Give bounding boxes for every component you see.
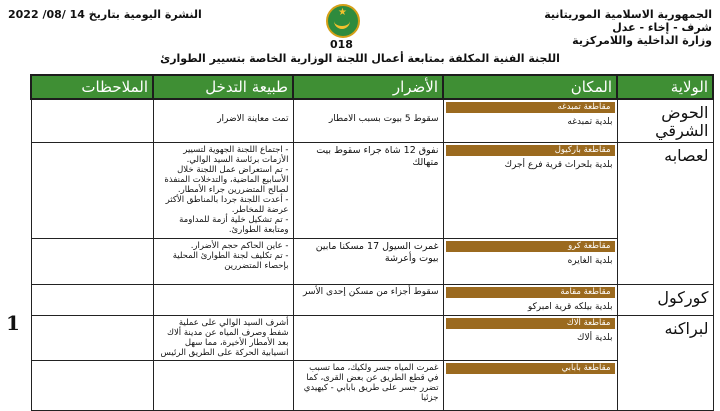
- col-header-damage: الأضرار: [293, 75, 443, 99]
- moughataa-label: مقاطعة باركيول: [446, 145, 615, 156]
- damage-cell: سقوط 5 بيوت بسبب الامطار: [293, 99, 443, 143]
- intervention-cell: تمت معاينة الاضرار: [153, 99, 293, 143]
- intervention-line: - تم تشكيل خلية أزمة للمداومة ومتابعة الطوارئ.: [179, 215, 289, 235]
- intervention-line: - عاين الحاكم حجم الأضرار.: [190, 241, 289, 251]
- place-cell: [443, 143, 617, 239]
- intervention-cell: [153, 285, 293, 316]
- intervention-cell: أشرف السيد الوالي على عملية شفط وصرف المياه عن مدينة ألاك بعد الأمطار الأخيرة، مما سهل انسيابية الحركة على الطريق الرئيس: [153, 316, 293, 361]
- bulletin-date: النشرة اليومية بتاريخ 14 /08/ 2022: [8, 8, 202, 21]
- col-header-intervention: طبيعة التدخل: [153, 75, 293, 99]
- moughataa-label: مقاطعة ألاك: [446, 318, 615, 329]
- intervention-line: - تم تكليف لجنة الطوارئ المحلية بإحصاء المتضررين: [172, 251, 289, 271]
- col-header-place: المكان: [443, 75, 617, 99]
- table-row: [31, 316, 713, 361]
- place-name: بلدية بلحراث قرية فرع أجرك: [504, 160, 613, 170]
- place-name: بلدية بيلكه قرية امبركو: [527, 302, 613, 312]
- intervention-cell: [153, 361, 293, 411]
- notes-cell: [31, 99, 153, 143]
- place-cell: [443, 239, 617, 285]
- damage-cell: نفوق 12 شاة جراء سقوط بيت متهالك: [293, 143, 443, 239]
- intervention-line: - تم استعراض عمل اللجنة خلال الأسابيع الماضية، والتدخلات المنفذة لصالح المتضررين جراء الأمطار.: [164, 165, 289, 195]
- wilaya-cell: لعصابه: [617, 143, 713, 285]
- col-header-notes: الملاحظات: [31, 75, 153, 99]
- notes-cell: [31, 239, 153, 285]
- place-cell: [443, 99, 617, 143]
- document-title: اللجنة الفنية المكلفة بمتابعة أعمال اللجنة الوزارية الخاصة بتسيير الطوارئ: [160, 52, 560, 65]
- table-row: [31, 361, 713, 411]
- table-row: [31, 285, 713, 316]
- moughataa-label: مقاطعة تمبدغه: [446, 102, 615, 113]
- issuer-block: [544, 8, 712, 47]
- table-row: [31, 143, 713, 239]
- notes-cell: [31, 143, 153, 239]
- damage-cell: غمرت المياه جسر ولكيك، مما تسبب في قطع الطريق عن بعض القرى، كما تضرر جسر على طريق بابابي - كيهيدي جزئيا: [293, 361, 443, 411]
- col-header-wilaya: الولاية: [617, 75, 713, 99]
- emergency-report-table: [30, 74, 714, 411]
- country-name: الجمهورية الاسلامية الموريتانية: [544, 8, 712, 21]
- wilaya-cell: لبراكنه: [617, 316, 713, 411]
- notes-cell: [31, 316, 153, 361]
- place-cell: [443, 316, 617, 361]
- document-header: [0, 0, 720, 80]
- table-row: [31, 239, 713, 285]
- damage-cell: سقوط أجزاء من مسكن إحدى الأسر: [293, 285, 443, 316]
- moughataa-label: مقاطعة مقامة: [446, 287, 615, 298]
- place-name: بلدية تمبدغه: [567, 117, 613, 127]
- damage-cell: غمرت السيول 17 مسكنا مابين بيوت وأعرشة: [293, 239, 443, 285]
- moughataa-label: مقاطعة بابابي: [446, 363, 615, 374]
- ministry-name: وزارة الداخلية واللامركزية: [572, 34, 712, 47]
- motto: شرف - إخاء - عدل: [612, 21, 712, 34]
- notes-cell: [31, 361, 153, 411]
- place-cell: [443, 361, 617, 411]
- document-number: 018: [330, 38, 353, 51]
- intervention-cell: [153, 239, 293, 285]
- place-cell: [443, 285, 617, 316]
- damage-cell: [293, 316, 443, 361]
- moughataa-label: مقاطعة كرو: [446, 241, 615, 252]
- place-name: بلدية ألاك: [577, 333, 613, 343]
- page-number: 1: [6, 311, 20, 335]
- national-emblem-icon: ★: [326, 4, 360, 38]
- wilaya-cell: الحوض الشرقي: [617, 99, 713, 143]
- intervention-line: - أعدت اللجنة جردا بالمناطق الأكثر عرضة للمخاطر.: [165, 195, 289, 215]
- notes-cell: [31, 285, 153, 316]
- table-header-row: [31, 75, 713, 99]
- place-name: بلدية الغايره: [567, 256, 613, 266]
- wilaya-cell: كوركول: [617, 285, 713, 316]
- intervention-cell: [153, 143, 293, 239]
- table-row: [31, 99, 713, 143]
- intervention-line: - اجتماع اللجنة الجهوية لتسيير الأزمات برئاسة السيد الوالي.: [183, 145, 289, 165]
